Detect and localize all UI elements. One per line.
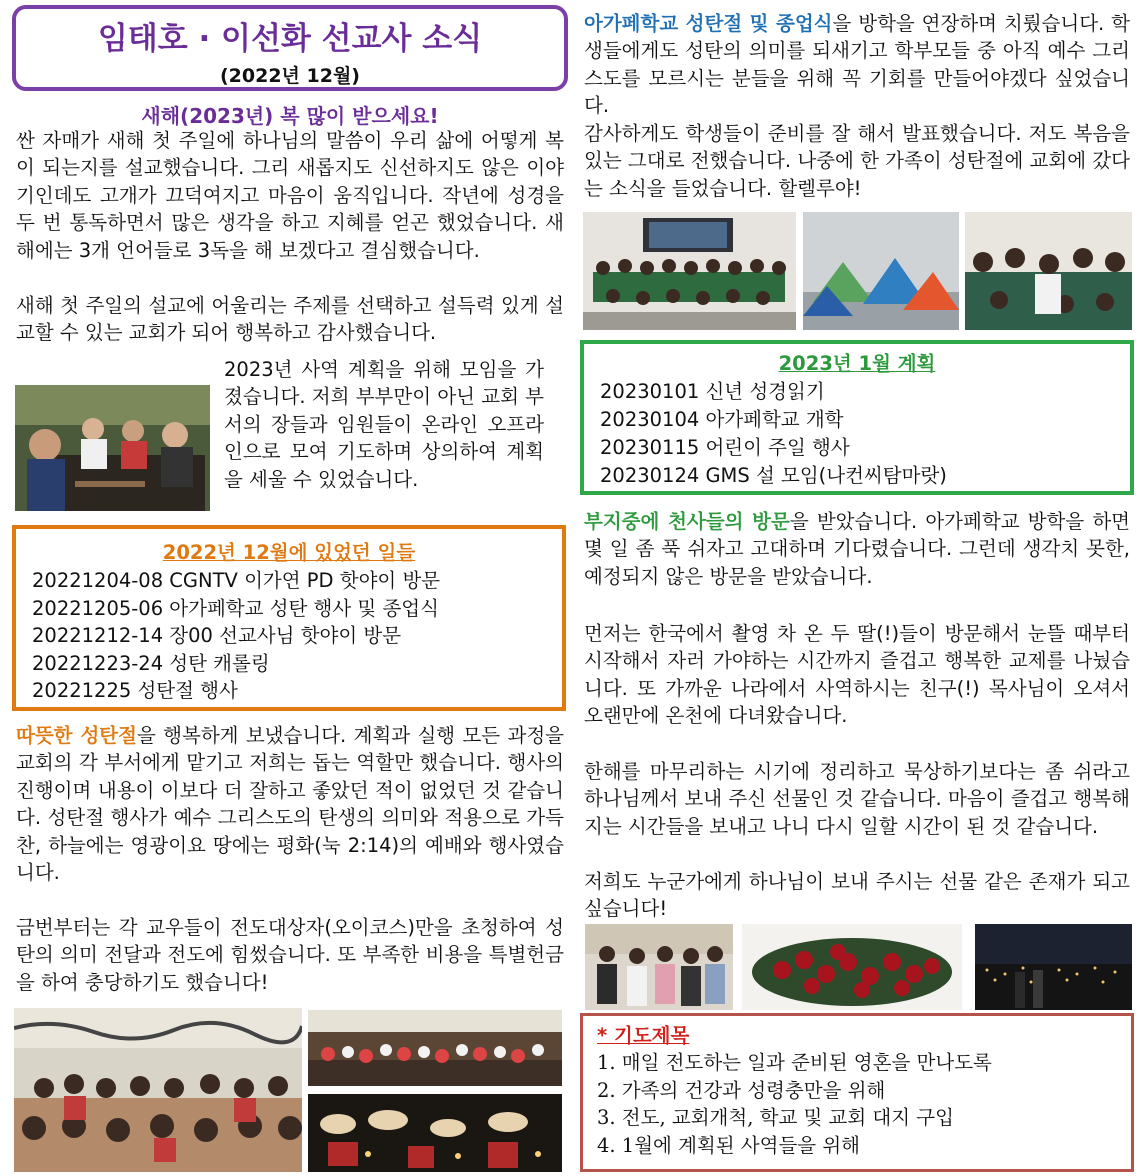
visit-text: 을 받았습니다. 아가페학교 방학을 하면 몇 일 좀 푹 쉬자고 고대하며 기다렸습니다. 그런데 생각치 못한, 예정되지 않은 방문을 받았습니다. <box>584 510 1130 588</box>
january-plan-item: 20230124 GMS 설 모임(나컨씨탐마랏) <box>600 464 947 487</box>
january-plans-list <box>600 378 947 490</box>
visit-paragraph-4: 저희도 누군가에게 하나님이 보내 주시는 선물 같은 존재가 되고 싶습니다! <box>584 870 1130 921</box>
prayer-item: 4. 1월에 계획된 사역들을 위해 <box>597 1133 861 1157</box>
school-group-photo <box>583 212 796 330</box>
december-event-item: 20221225 성탄절 행사 <box>32 679 238 702</box>
tents-photo <box>803 212 959 330</box>
christmas-text: 을 행복하게 보냈습니다. 계획과 실행 모든 과정을 교회의 각 부서에게 맡기고 저희는 돕는 역할만 했습니다. 행사의 진행이며 내용이 이보다 더 잘하고 좋았던 적이 없었던 것 같습니다. 성탄절 행사가 예수 그리스도의 탄생의 의미와 적용으로 가득찬, 하늘에는 영광이요 땅에는 평화(눅 2:14)의 예배와 행사였습니다. <box>16 724 564 885</box>
christmas-paragraph-1 <box>16 722 564 886</box>
prayer-requests-box <box>580 1013 1134 1172</box>
newyear-paragraph-2: 새해 첫 주일의 설교에 어울리는 주제를 선택하고 설득력 있게 설교할 수 있는 교회가 되어 행복하고 감사했습니다. <box>16 294 564 345</box>
night-view-photo <box>975 924 1132 1010</box>
christmas-service-photo <box>14 1008 302 1172</box>
prayer-item: 3. 전도, 교회개척, 학교 및 교회 대지 구입 <box>597 1106 954 1129</box>
newyear-paragraph-1: 싼 자매가 새해 첫 주일에 하나님의 말씀이 우리 삶에 어떻게 복이 되는지를 설교했습니다. 그리 새롭지도 신선하지도 않은 이야기인데도 고개가 끄덕여지고 마음이 움직입니다. 작년에 성경을 두 번 통독하면서 많은 생각을 하고 지혜를 얻곤 했었습니다. 새해에는 3개 언어들로 3독을 해 보겠다고 결심했습니다. <box>16 129 564 262</box>
january-plan-item: 20230104 아가페학교 개학 <box>600 408 844 431</box>
prayer-heading: * 기도제목 <box>597 1024 690 1047</box>
visit-paragraph-2: 먼저는 한국에서 촬영 차 온 두 딸(!)들이 방문해서 눈뜰 때부터 시작해서 자러 가야하는 시간까지 즐겁고 행복한 교제를 나눴습니다. 또 가까운 나라에서 사역하시는 친구(!) 목사님이 오셔서 오랜만에 온천에 다녀왔습니다. <box>584 622 1130 728</box>
prayer-item: 2. 가족의 건강과 성령충만을 위해 <box>597 1078 886 1102</box>
christmas-highlight: 따뜻한 성탄절 <box>16 724 137 747</box>
december-event-item: 20221212-14 장00 선교사님 핫야이 방문 <box>32 624 402 647</box>
meeting-photo <box>15 385 210 511</box>
january-plans-box <box>580 340 1134 495</box>
prayer-item: 1. 매일 전도하는 일과 준비된 영혼을 만나도록 <box>597 1051 992 1074</box>
prayer-list <box>597 1049 992 1159</box>
january-plan-item: 20230115 어린이 주일 행사 <box>600 436 850 459</box>
christmas-gathering-photo <box>308 1010 562 1086</box>
school-paragraph-2: 감사하게도 학생들이 준비를 잘 해서 발표했습니다. 저도 복음을 있는 그대로 전했습니다. 나중에 한 가족이 성탄절에 교회에 갔다는 소식을 들었습니다. 할렐루야! <box>584 122 1130 200</box>
december-events-heading: 2022년 12월에 있었던 일들 <box>162 541 416 564</box>
newsletter-title: 임태호 · 이선화 선교사 소식 <box>97 21 483 57</box>
school-highlight: 아가페학교 성탄절 및 종업식 <box>584 12 833 35</box>
title-box <box>12 5 568 91</box>
newsletter-date: (2022년 12월) <box>219 65 360 87</box>
visit-highlight: 부지중에 천사들의 방문 <box>584 510 790 533</box>
december-event-item: 20221223-24 성탄 캐롤링 <box>32 651 270 675</box>
visit-paragraph-1 <box>584 508 1130 590</box>
school-text: 을 방학을 연장하며 치뤘습니다. 학생들에게도 성탄의 의미를 되새기고 학부모들 중 아직 예수 그리스도를 모르시는 분들을 위해 꼭 기회를 만들어야겠다 싶었습니다. <box>584 12 1130 118</box>
newyear-paragraph-3: 2023년 사역 계획을 위해 모임을 가졌습니다. 저희 부부만이 아닌 교회 부서의 장들과 임원들이 온라인 오프라인으로 모여 기도하며 상의하여 계획을 세울 수 있었습니다. <box>224 358 544 491</box>
visit-paragraph-3: 한해를 마무리하는 시기에 정리하고 묵상하기보다는 좀 쉬라고 하나님께서 보내 주신 선물인 것 같습니다. 마음이 즐겁고 행복해지는 시간들을 보내고 나니 다시 일할 시간이 된 것 같습니다. <box>584 760 1130 838</box>
december-events-list <box>32 567 440 705</box>
january-plans-heading: 2023년 1월 계획 <box>778 352 936 375</box>
christmas-paragraph-2: 금번부터는 각 교우들이 전도대상자(오이코스)만을 초청하여 성탄의 의미 전달과 전도에 힘썼습니다. 또 부족한 비용을 특별헌금을 하여 충당하기도 했습니다! <box>16 916 564 994</box>
december-events-box <box>12 525 566 711</box>
visitors-group-photo <box>585 924 733 1010</box>
december-event-item: 20221204-08 CGNTV 이가연 PD 핫야이 방문 <box>32 569 441 592</box>
newyear-heading: 새해(2023년) 복 많이 받으세요! <box>141 104 439 128</box>
school-paragraph-1 <box>584 10 1130 120</box>
roses-photo <box>742 924 962 1010</box>
january-plan-item: 20230101 신년 성경읽기 <box>600 380 825 403</box>
december-event-item: 20221205-06 아가페학교 성탄 행사 및 종업식 <box>32 596 439 620</box>
candlelight-service-photo <box>308 1094 562 1172</box>
families-photo <box>965 212 1132 330</box>
